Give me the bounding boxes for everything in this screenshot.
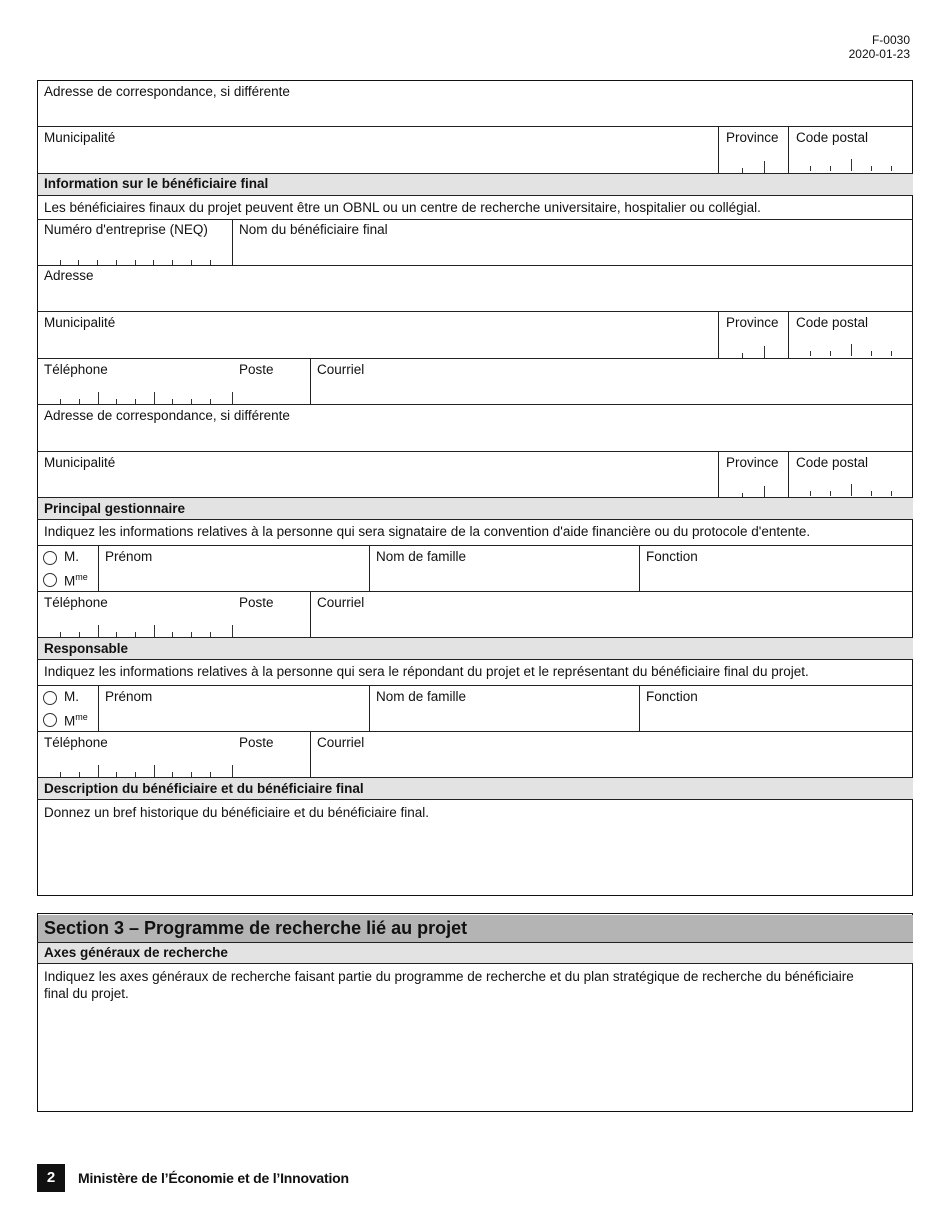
resp-mrs-sup: me [75,712,88,722]
resp-mrs-text: M [64,713,76,729]
fb-corr-address-field[interactable]: Adresse de correspondance, si différente [44,408,290,423]
pm-mrs-sup: me [75,572,88,582]
form-date: 2020-01-23 [848,47,910,61]
resp-last-name-field[interactable]: Nom de famille [376,689,467,704]
fb-postal-code-field[interactable]: Code postal [796,315,869,330]
responsible-title: Responsable [44,641,129,656]
form-number: F-0030 [871,33,910,47]
province-ticks [720,163,786,173]
fb-corr-municipality-field[interactable]: Municipalité [44,455,116,470]
fb-province-field[interactable]: Province [726,315,779,330]
fb-corr-postal-code-field[interactable]: Code postal [796,455,869,470]
pm-phone-field[interactable]: Téléphone [44,595,108,610]
resp-mr-label: M. [64,689,79,704]
pm-mrs-label [64,572,88,589]
postal-ticks [790,161,910,171]
resp-email-field[interactable]: Courriel [317,735,365,750]
fb-province-ticks [720,348,786,358]
final-beneficiary-title: Information sur le bénéficiaire final [44,176,269,191]
fb-email-field[interactable]: Courriel [317,362,365,377]
resp-mr-radio[interactable] [43,691,57,705]
resp-first-name-field[interactable]: Prénom [105,689,153,704]
pm-first-name-field[interactable]: Prénom [105,549,153,564]
pm-mrs-text: M [64,573,76,589]
fb-ext-field[interactable]: Poste [239,362,274,377]
pm-mr-radio[interactable] [43,551,57,565]
pm-phone-ticks [40,627,240,637]
fb-corr-province-field[interactable]: Province [726,455,779,470]
municipality-field[interactable]: Municipalité [44,130,116,145]
fb-postal-ticks [790,346,910,356]
final-beneficiary-note: Les bénéficiaires finaux du projet peuvent être un OBNL ou un centre de recherche universitaire, hospitalier ou collégial. [44,200,761,215]
resp-function-field[interactable]: Fonction [646,689,698,704]
page-number: 2 [37,1164,65,1192]
axes-prompt-line-2[interactable]: final du projet. [44,986,129,1001]
resp-ext-field[interactable]: Poste [239,735,274,750]
description-title: Description du bénéficiaire et du bénéficiaire final [44,781,364,796]
fb-municipality-field[interactable]: Municipalité [44,315,116,330]
pm-mr-label: M. [64,549,79,564]
province-field[interactable]: Province [726,130,779,145]
pm-function-field[interactable]: Fonction [646,549,698,564]
address-field[interactable]: Adresse [44,268,94,283]
resp-mrs-radio[interactable] [43,713,57,727]
pm-mrs-radio[interactable] [43,573,57,587]
resp-mrs-label [64,712,88,729]
postal-code-field[interactable]: Code postal [796,130,869,145]
description-field[interactable]: Donnez un bref historique du bénéficiaire et du bénéficiaire final. [44,805,429,820]
resp-phone-ticks [40,767,240,777]
pm-email-field[interactable]: Courriel [317,595,365,610]
corr-address-field[interactable]: Adresse de correspondance, si différente [44,84,290,99]
pm-last-name-field[interactable]: Nom de famille [376,549,467,564]
neq-field[interactable]: Numéro d'entreprise (NEQ) [44,222,208,237]
final-beneficiary-name-field[interactable]: Nom du bénéficiaire final [239,222,388,237]
principal-manager-note: Indiquez les informations relatives à la personne qui sera signataire de la convention d'aide financière ou du protocole d'entente. [44,524,811,539]
fb-phone-ticks [40,394,240,404]
ministry-name: Ministère de l’Économie et de l’Innovation [78,1170,349,1186]
axes-prompt-line-1[interactable]: Indiquez les axes généraux de recherche faisant partie du programme de recherche et du plan stratégique de recherche du bénéficiaire [44,969,854,984]
fb-phone-field[interactable]: Téléphone [44,362,108,377]
axes-title: Axes généraux de recherche [44,945,228,960]
fb-corr-postal-ticks [790,486,910,496]
principal-manager-title: Principal gestionnaire [44,501,186,516]
neq-ticks [40,255,230,265]
section-3-title: Section 3 – Programme de recherche lié au projet [44,918,468,938]
form-code [849,33,910,61]
responsible-note: Indiquez les informations relatives à la personne qui sera le répondant du projet et le représentant du bénéficiaire final du projet. [44,664,809,679]
resp-phone-field[interactable]: Téléphone [44,735,108,750]
pm-ext-field[interactable]: Poste [239,595,274,610]
